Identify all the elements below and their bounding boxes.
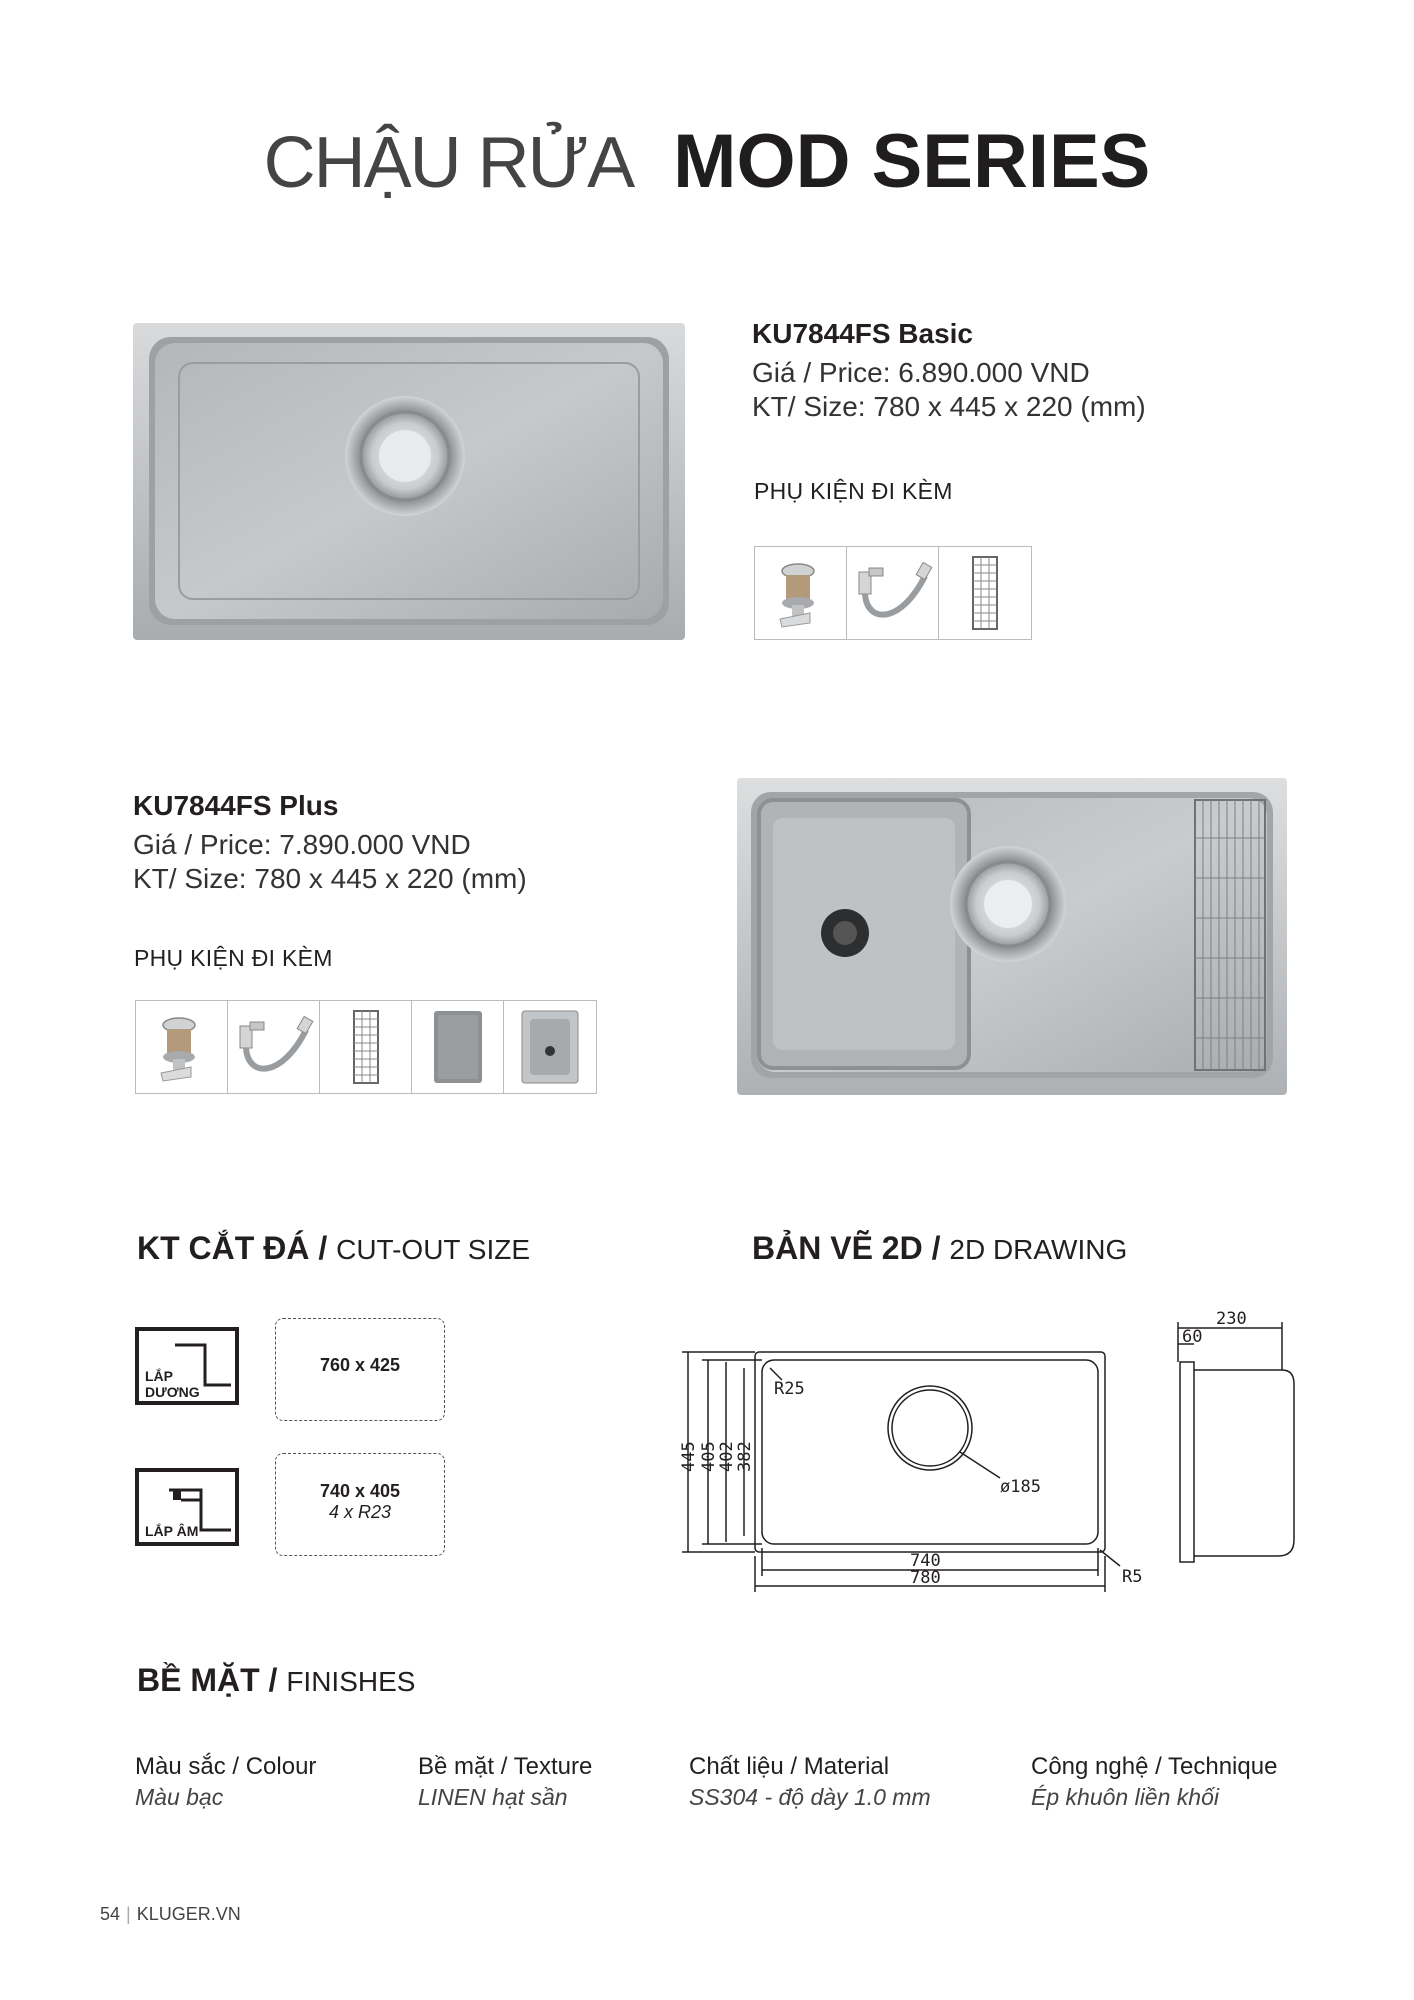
- topmount-label: [145, 1368, 200, 1400]
- dim-r5: R5: [1122, 1567, 1143, 1587]
- accessories-title-basic: PHỤ KIỆN ĐI KÈM: [754, 478, 953, 504]
- topmount-label-line2: DƯƠNG: [145, 1384, 200, 1400]
- title-bold: MOD SERIES: [673, 119, 1151, 204]
- page-title: [0, 118, 1414, 205]
- page-number: 54: [100, 1904, 121, 1924]
- dim-phi185: ø185: [1000, 1477, 1041, 1497]
- drain-strainer-icon: [136, 1001, 228, 1093]
- footer: 54 | KLUGER.VN: [100, 1904, 241, 1924]
- dish-rack-icon: [939, 547, 1031, 639]
- accessories-strip-basic: [754, 546, 1032, 640]
- accessories-title-plus: PHỤ KIỆN ĐI KÈM: [134, 945, 333, 971]
- finishes-heading: [137, 1662, 415, 1699]
- cutout-heading: [137, 1230, 530, 1267]
- drawing-heading-normal: 2D DRAWING: [949, 1234, 1128, 1265]
- topmount-cut-box: [275, 1318, 445, 1421]
- product-price-plus: Giá / Price: 7.890.000 VND: [133, 829, 471, 860]
- undermount-cut-size: 740 x 405: [319, 1481, 401, 1501]
- product-size-plus: KT/ Size: 780 x 445 x 220 (mm): [133, 863, 527, 894]
- product-name-plus: KU7844FS Plus: [133, 790, 339, 821]
- dim-r25: R25: [774, 1379, 805, 1399]
- finishes-heading-bold: BỀ MẶT /: [137, 1662, 287, 1698]
- dim-60: 60: [1182, 1327, 1203, 1347]
- finish-colour-value: Màu bạc: [135, 1784, 224, 1810]
- finish-material-value: SS304 - độ dày 1.0 mm: [689, 1784, 931, 1810]
- undermount-cut-radius: 4 x R23: [328, 1502, 392, 1522]
- dim-402: 402: [717, 1441, 737, 1472]
- drain-hose-icon: [847, 547, 939, 639]
- cutout-heading-normal: CUT-OUT SIZE: [336, 1234, 531, 1265]
- dim-780: 780: [910, 1568, 941, 1588]
- cutting-board-icon: [412, 1001, 504, 1093]
- cutout-heading-bold: KT CẮT ĐÁ /: [137, 1230, 337, 1266]
- product-price-basic: Giá / Price: 6.890.000 VND: [752, 357, 1090, 388]
- sink-photo-basic: [133, 323, 685, 640]
- topmount-cut-size: 760 x 425: [319, 1355, 401, 1375]
- finishes-heading-normal: FINISHES: [286, 1666, 416, 1697]
- finish-technique-value: Ép khuôn liền khối: [1031, 1784, 1219, 1810]
- drain-hose-icon: [228, 1001, 320, 1093]
- 2d-drawing: [670, 1300, 1320, 1600]
- dim-382: 382: [735, 1441, 755, 1472]
- drawing-heading-bold: BẢN VẼ 2D /: [752, 1230, 950, 1266]
- mini-basin-icon: [504, 1001, 596, 1093]
- dim-405: 405: [699, 1441, 719, 1472]
- finish-technique-label: Công nghệ / Technique: [1031, 1753, 1278, 1780]
- product-name-basic: KU7844FS Basic: [752, 318, 974, 349]
- sink-photo-plus: [737, 778, 1287, 1095]
- drain-strainer-icon: [755, 547, 847, 639]
- dish-rack-icon: [320, 1001, 412, 1093]
- dim-445: 445: [679, 1441, 699, 1472]
- finish-material-label: Chất liệu / Material: [689, 1753, 890, 1780]
- undermount-cut-box: [275, 1453, 445, 1556]
- topmount-label-line1: LẮP: [145, 1368, 173, 1384]
- product-size-basic: KT/ Size: 780 x 445 x 220 (mm): [752, 391, 1146, 422]
- drawing-heading: [752, 1230, 1127, 1267]
- dim-230: 230: [1216, 1309, 1247, 1329]
- finish-texture-label: Bề mặt / Texture: [418, 1753, 593, 1780]
- title-light: CHẬU RỬA: [263, 123, 634, 203]
- footer-site: KLUGER.VN: [136, 1904, 241, 1924]
- finish-texture-value: LINEN hạt sần: [418, 1784, 568, 1810]
- accessories-strip-plus: [135, 1000, 597, 1094]
- finish-colour-label: Màu sắc / Colour: [135, 1753, 317, 1780]
- dim-740: 740: [910, 1551, 941, 1571]
- undermount-label: LẮP ÂM: [145, 1523, 199, 1539]
